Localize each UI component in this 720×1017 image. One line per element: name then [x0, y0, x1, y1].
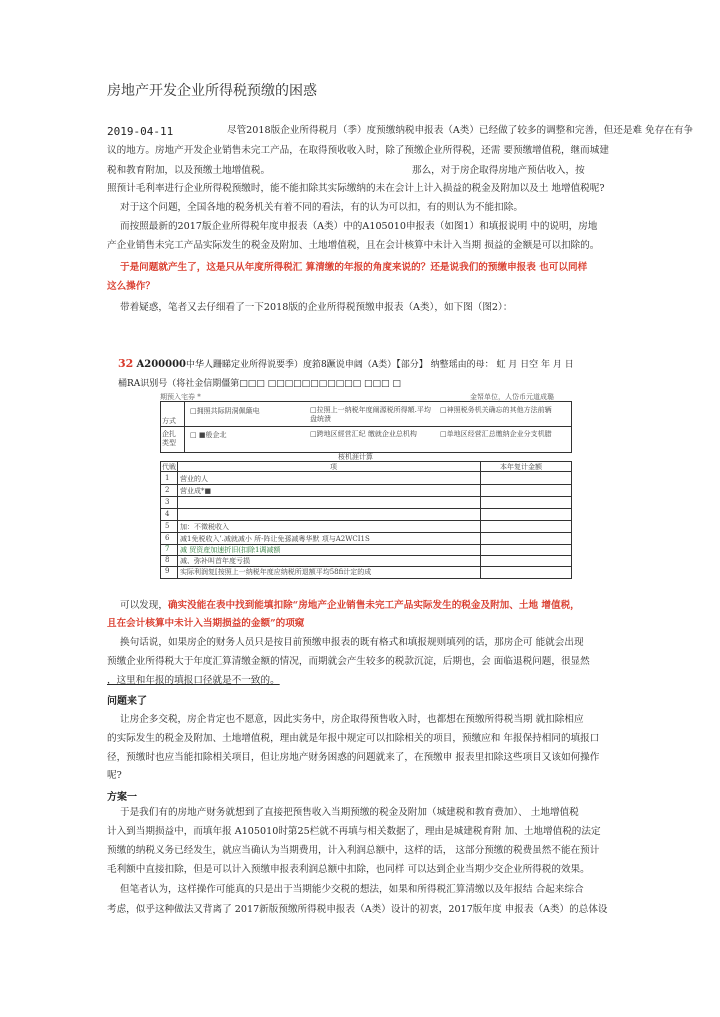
form-label-qiye: 企扎类型: [162, 430, 176, 447]
para6-line-4: 毛利额中直接扣除，但是可以计入预缴申报表利润总额中扣除，也同样 可以达到企业当期少交企业所得税的效果。: [107, 864, 590, 875]
form-col-amount: 本年复计金额: [500, 463, 542, 471]
form-line2: 桶RA识别号（将社金信期僵第□□□ □□□□□□□□□□□ □□□ □: [118, 379, 401, 389]
form-divider: [184, 401, 185, 452]
form-amount-unit: 金帑单位，人岱币元道成璐: [470, 393, 554, 401]
table-row-code: 9: [165, 567, 170, 575]
form-row-divider: [160, 508, 571, 509]
form-row-divider: [160, 532, 571, 533]
para3-red-2: 且在会计核算中未计入当期损益的金额”的项窥: [107, 618, 305, 629]
table-row-text: 实际利润复[按照上一纳税年度应纳税所退额平均58fi计定的成: [180, 568, 372, 576]
para7-line-1: 但笔者认为，这样操作可能真的只是出于当期能少交税的想法，如果和所得税汇算清缴以及年报结 合起来综合: [120, 884, 584, 895]
table-row-text: 减、弥补叫首年度亏损: [180, 557, 250, 565]
form-label-fangshi: 方式: [162, 417, 176, 425]
para1-line-7: 产企业销售未完工产品实际发生的税金及附加、土地增值税，且在会计核算中未计入当期 损益的金额是可以扣除的。: [107, 240, 600, 251]
para4-line-1: 换句话说，如果房企的财务人员只是按目前预缴申报表的既有格式和填报规则填列的话，那房企可 能就会出现: [120, 637, 584, 648]
form-option-3: □神照税务机关确忘的其他方法前辆: [440, 406, 552, 414]
form-option-2: □拉照上一纳税年度阐源税所得額.平均盘统溃: [310, 406, 431, 423]
form-divider: [160, 426, 571, 427]
para5-line-3: 径，预缴时也应当能扣除相关项目，但让房地产财务困惑的问题就来了，在预缴申 报表里扣除这些项目又该如何操作: [107, 752, 600, 763]
para1-line-2: 议的地方。房地产开发企业销售未完工产品，在取得预收收入时，除了预缴企业所得税，还需 要预缴增值税，继而城建: [107, 145, 609, 156]
form-section-title: 桜机涯计算: [338, 453, 373, 461]
table-row-text: 减1免税收入’.减就减小 所-阵让免孫减粵华默 项与A2WCI1S: [180, 535, 370, 543]
form-number: 32: [118, 357, 134, 370]
table-row-code: 8: [165, 556, 170, 564]
table-row-code: 7: [165, 545, 170, 553]
para6-line-2: 计入到当期损益中，而填年报 A105010时第25栏就不再填与相关数据了，理由是城建税育附 加、土地增值税的法定: [107, 826, 601, 837]
para4-line-3: ，这里和年报的填报口径就是不一致的。: [107, 675, 280, 686]
para1-line-1: 尽管2018版企业所得税月（季）度预缴纳税申报表（A类）已经做了较多的调整和完善，但还是难 免存在有争: [227, 125, 694, 136]
table-row-text: 营业成*■: [180, 487, 212, 495]
table-row-text: 加：不徵税收入: [180, 523, 229, 531]
para1-line-3: 税和教育附加，以及预缴土地增值税。: [107, 165, 271, 176]
para3-lead: 可以发现，: [120, 600, 168, 611]
para5-line-1: 让房企多交税，房企肯定也不愿意，因此实务中，房企取得预售收入时，也都想在预缴所得税当期 就扣除相应: [120, 714, 584, 725]
para5-line-2: 的实际发生的税金及附加、土地增值税，理由就是年报中规定可以扣除相关的项目，预缴应和 年报保持相同的填报口: [107, 733, 600, 744]
para1-line-4: 照预计毛利率进行企业所得税预缴时，能不能扣除其实际缴纳的未在会计上计入损益的税金及附加以及土 地增值税呢?: [107, 183, 605, 194]
form-option-4: □ ■般企北: [190, 431, 227, 439]
table-row-code: 4: [165, 510, 170, 518]
form-col-item: 项: [330, 463, 337, 471]
para6-line-3: 预缴的纳税义务已经发生，就应当确认为当期费用，计入利润总额中，这样的话， 这部分预缴的税费虽然不能在预计: [107, 845, 600, 856]
para1-line-5: 对于这个问题，全国各地的税务机关有着不同的看法，有的认为可以扣，有的则认为不能扣除。: [120, 202, 523, 213]
table-row-code: 6: [165, 534, 170, 542]
para1-line-6: 而按照最新的2017版企业所得税年度申报表（A类）中的A105010申报表（如图1）和填报说明 中的说明，房地: [120, 221, 598, 232]
form-option-1: □拥照共际阴洞佩簸电: [190, 407, 260, 415]
table-row-code: 1: [165, 474, 170, 482]
table-row-code: 5: [165, 522, 170, 530]
table-row-text: 营业的人: [180, 475, 208, 483]
form-row-divider: [160, 496, 571, 497]
section-heading-plan-one: 方案一: [107, 792, 137, 803]
table-row-code: 2: [165, 486, 170, 494]
form-prepay-label: 期预入宅券 *: [160, 393, 201, 401]
section-heading-problem: 问题来了: [107, 696, 147, 707]
para5-line-4: 呢?: [107, 770, 122, 781]
para1-line-3b: 那么，对于房企取得房地产预估收入，按: [412, 165, 585, 176]
form-col-code: 代戦: [162, 463, 176, 471]
para6-line-1: 于是我们有的房地产财务就想到了直接把预售收入当期预缴的税金及附加（城建税和教育费加）、 土地增值税: [120, 807, 579, 818]
para2: 带着疑惑，笔者又去仔细看了一下2018版的企业所得税预缴申报表（A类），如下图（图2）：: [120, 302, 513, 313]
page-title: 房地产开发企业所得税预缴的困惑: [107, 83, 317, 99]
table-row-text: 减 贸资産加速折旧(扣除1调减额: [180, 546, 281, 554]
para4-line-2: 预缴企业所得税大于年度汇算清缴金额的情况，而期就会产生较多的税款沉淀，后期也，会 面临退税问题，很显然: [107, 656, 590, 667]
publish-date: 2019-04-11: [107, 125, 174, 138]
form-code: A200000: [136, 359, 187, 370]
para3-red-1: 确实没能在表中找到能填扣除“房地产企业销售未完工产品实际发生的税金及附加、土地 增值税，: [167, 600, 580, 611]
form-option-6: □单地区经营汇总缴纳企业分支机腊: [440, 430, 552, 438]
para3-line-1: [120, 600, 580, 612]
table-row-code: 3: [165, 498, 170, 506]
question-line-1: 于是问题就产生了，这是只从年度所得税汇 算清缴的年报的角度来说的？还是说我们的预缴申报表 也可以同样: [120, 262, 588, 273]
form-option-5: □跨地区經営汇纪 缴就企业总机构: [310, 430, 417, 438]
form-header: [118, 357, 574, 370]
form-row-divider: [160, 484, 571, 485]
para7-line-2: 考虑，似乎这种做法又背离了 2017新版预缴所得税申报表（A类）设计的初衷，2017版年度 申报表（A类）的总体设: [107, 904, 608, 915]
form-title: 中华人跚睇定业所得说要季）度筘8蹶说申阔（A类）【部分】 纳整瑶由的母： 虹 月 日空 年 月 日: [186, 360, 574, 370]
form-row-divider: [160, 520, 571, 521]
question-line-2: 这么操作？: [107, 281, 155, 292]
